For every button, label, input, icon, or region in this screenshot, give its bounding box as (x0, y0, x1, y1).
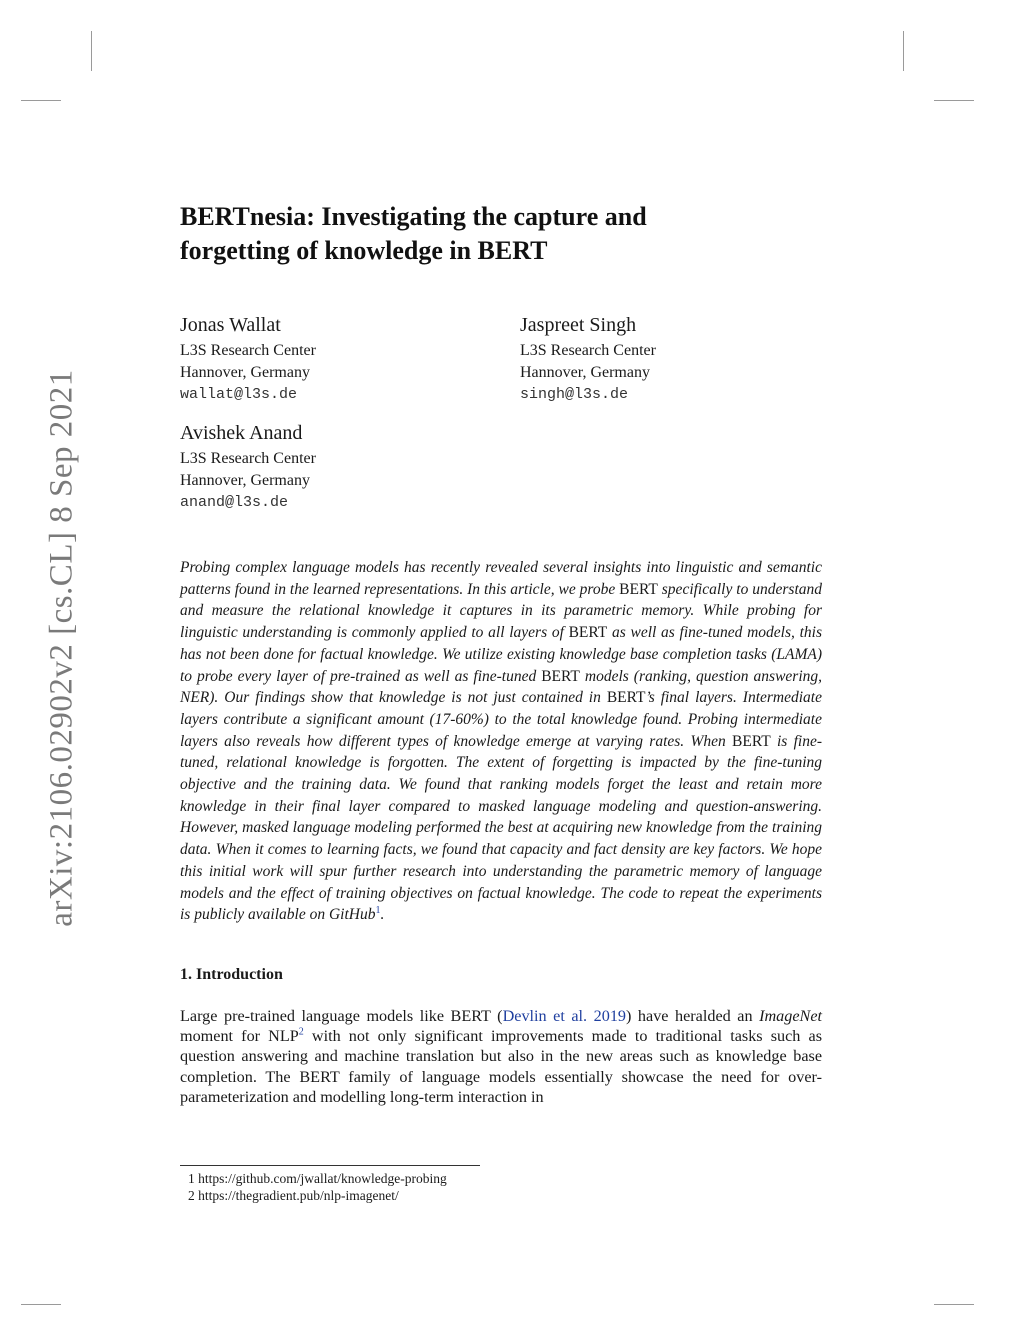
author-name: Jaspreet Singh (520, 314, 637, 336)
bert-term: BERT (732, 732, 771, 750)
footnote-url[interactable]: https://thegradient.pub/nlp-imagenet/ (198, 1188, 399, 1203)
intro-text: moment for NLP (180, 1027, 299, 1046)
bert-term: BERT (568, 624, 608, 642)
intro-text: ) have heralded an (626, 1007, 760, 1025)
crop-mark (903, 31, 904, 71)
author-location: Hannover, Germany (180, 364, 310, 381)
author-email[interactable]: anand@l3s.de (180, 494, 289, 511)
abstract-end: . (380, 906, 385, 924)
author-affiliation: L3S Research Center (180, 342, 316, 359)
bert-term: BERT (541, 667, 580, 685)
abstract-text: models (ranking, question answering, NER). Our findings show that knowledge is not just contained in (180, 667, 823, 707)
arxiv-sidebar: arXiv:2106.02902v2 [cs.CL] 8 Sep 2021 (43, 369, 80, 927)
footnote-item (188, 1187, 447, 1204)
author-block (520, 312, 840, 406)
bert-term: BERT (619, 580, 658, 598)
crop-mark (21, 100, 61, 101)
abstract-text: specifically to understand and measure the relational knowledge it captures in its parametric memory. While probing for linguistic understanding is commonly applied to all layers of (180, 580, 823, 642)
crop-mark (934, 100, 974, 101)
bert-term: BERT (606, 689, 646, 707)
footnote-rule (180, 1165, 480, 1166)
author-block (180, 420, 500, 514)
footnote-number: 2 (188, 1188, 195, 1203)
imagenet-term: ImageNet (759, 1007, 823, 1025)
footnote-ref-1[interactable]: 1 (375, 905, 381, 917)
section-heading: 1. Introduction (180, 966, 283, 983)
footnote-number: 1 (188, 1171, 195, 1186)
crop-mark (934, 1304, 974, 1305)
footnote-ref-2[interactable]: 2 (298, 1026, 304, 1038)
abstract-text: as well as fine-tuned models, this has not been done for factual knowledge. We utilize existing knowledge base completion tasks (LAMA) to probe every layer of pre-trained as well as fine-tuned (180, 624, 822, 685)
abstract-text: Probing complex language models has recently revealed several insights into linguistic and semantic patterns found in the learned representations. In this article, we probe (180, 559, 822, 598)
abstract (180, 557, 822, 926)
crop-mark (21, 1304, 61, 1305)
author-email[interactable]: singh@l3s.de (520, 386, 629, 403)
author-affiliation: L3S Research Center (180, 450, 316, 467)
intro-text: Large pre-trained language models like BERT ( (180, 1007, 503, 1025)
author-location: Hannover, Germany (520, 364, 650, 381)
crop-mark (91, 31, 92, 71)
paper-title (180, 200, 780, 268)
footnotes (188, 1170, 447, 1204)
citation-year-link[interactable]: 2019 (593, 1007, 627, 1025)
intro-text: with not only significant improvements made to traditional tasks such as question answering and machine translation but also in the new areas such as knowledge base completion. The BERT family of language models essentially showcase the need for over-parameterization and modelling long-term interaction in (180, 1027, 823, 1106)
intro-paragraph (180, 1006, 822, 1107)
abstract-text: ’s final layers. Intermediate layers contribute a significant amount (17-60%) to the total knowledge found. Probing intermediate layers also reveals how different types of knowledge emerge at varying rates. When (180, 689, 822, 750)
title-line-1: BERTnesia: Investigating the capture and (180, 202, 647, 231)
author-email[interactable]: wallat@l3s.de (180, 386, 298, 403)
title-line-2: forgetting of knowledge in BERT (180, 236, 548, 265)
abstract-text: is fine-tuned, relational knowledge is forgotten. The extent of forgetting is impacted by the fine-tuning objective and the training data. We found that ranking models forget the least and retain more knowledge in their final layer compared to masked language modeling and question-answering. However, masked language modeling performed the best at acquiring new knowledge from the training data. When it comes to learning facts, we found that capacity and fact density are key factors. We hope this initial work will spur further research into understanding the parametric memory of language models and the effect of training objectives on factual knowledge. The code to repeat the experiments is publicly available on GitHub (180, 732, 822, 924)
author-location: Hannover, Germany (180, 472, 310, 489)
author-name: Jonas Wallat (180, 314, 281, 336)
author-name: Avishek Anand (180, 422, 303, 444)
footnote-item (188, 1170, 447, 1187)
author-block (180, 312, 500, 406)
citation-author-link[interactable]: Devlin et al. (502, 1007, 588, 1025)
author-affiliation: L3S Research Center (520, 342, 656, 359)
footnote-url[interactable]: https://github.com/jwallat/knowledge-probing (198, 1171, 447, 1186)
